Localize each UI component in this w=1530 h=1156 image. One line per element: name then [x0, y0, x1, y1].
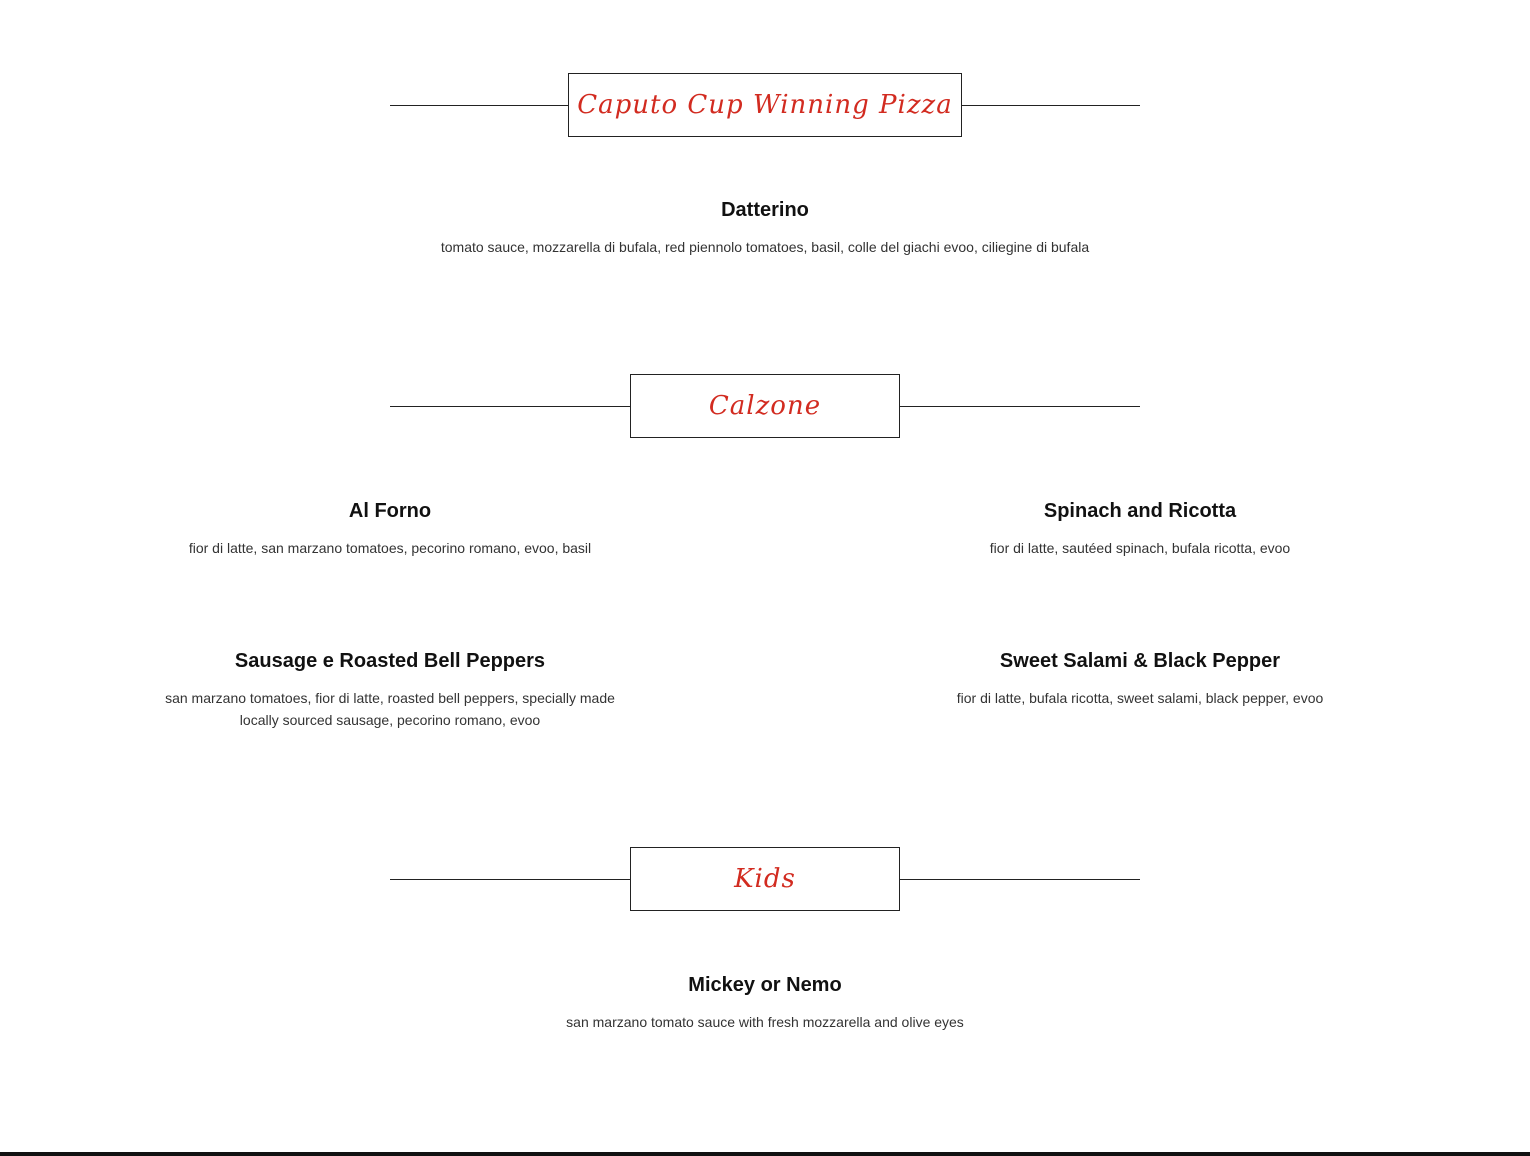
menu-item-description: tomato sauce, mozzarella di bufala, red piennolo tomatoes, basil, colle del giachi evoo, ciliegine di bufala — [440, 239, 1090, 255]
menu-item-datterino — [390, 198, 1140, 258]
menu-item-mickey-nemo — [390, 973, 1140, 1033]
menu-item-sausage-peppers — [160, 649, 620, 731]
section-title-box — [630, 374, 900, 438]
menu-item-al-forno — [160, 499, 620, 559]
section-header-kids — [390, 847, 1140, 913]
menu-item-name: Datterino — [721, 199, 809, 221]
section-title-box — [568, 73, 962, 137]
menu-item-name: Sausage e Roasted Bell Peppers — [234, 650, 546, 672]
menu-item-description: fior di latte, san marzano tomatoes, pecorino romano, evoo, basil — [188, 540, 592, 556]
menu-item-name: Al Forno — [348, 500, 432, 522]
section-title: Calzone — [708, 391, 822, 421]
page-bottom-bar — [0, 1152, 1530, 1156]
menu-item-description: fior di latte, sautéed spinach, bufala ricotta, evoo — [989, 540, 1291, 556]
menu-item-sweet-salami — [910, 649, 1370, 709]
menu-item-description: san marzano tomato sauce with fresh mozzarella and olive eyes — [566, 1014, 964, 1030]
section-header-calzone — [390, 374, 1140, 440]
section-title-box — [630, 847, 900, 911]
menu-item-spinach-ricotta — [910, 499, 1370, 559]
section-header-caputo-cup — [390, 73, 1140, 139]
section-title: Kids — [734, 864, 796, 894]
menu-item-name: Sweet Salami & Black Pepper — [999, 650, 1281, 672]
menu-item-name: Spinach and Ricotta — [1043, 500, 1237, 522]
menu-item-description: san marzano tomatoes, fior di latte, roasted bell peppers, specially made locally sourced sausage, pecorino romano, evoo — [165, 690, 615, 728]
menu-item-description: fior di latte, bufala ricotta, sweet salami, black pepper, evoo — [956, 690, 1324, 706]
menu-item-name: Mickey or Nemo — [688, 974, 842, 996]
section-title: Caputo Cup Winning Pizza — [577, 90, 953, 120]
